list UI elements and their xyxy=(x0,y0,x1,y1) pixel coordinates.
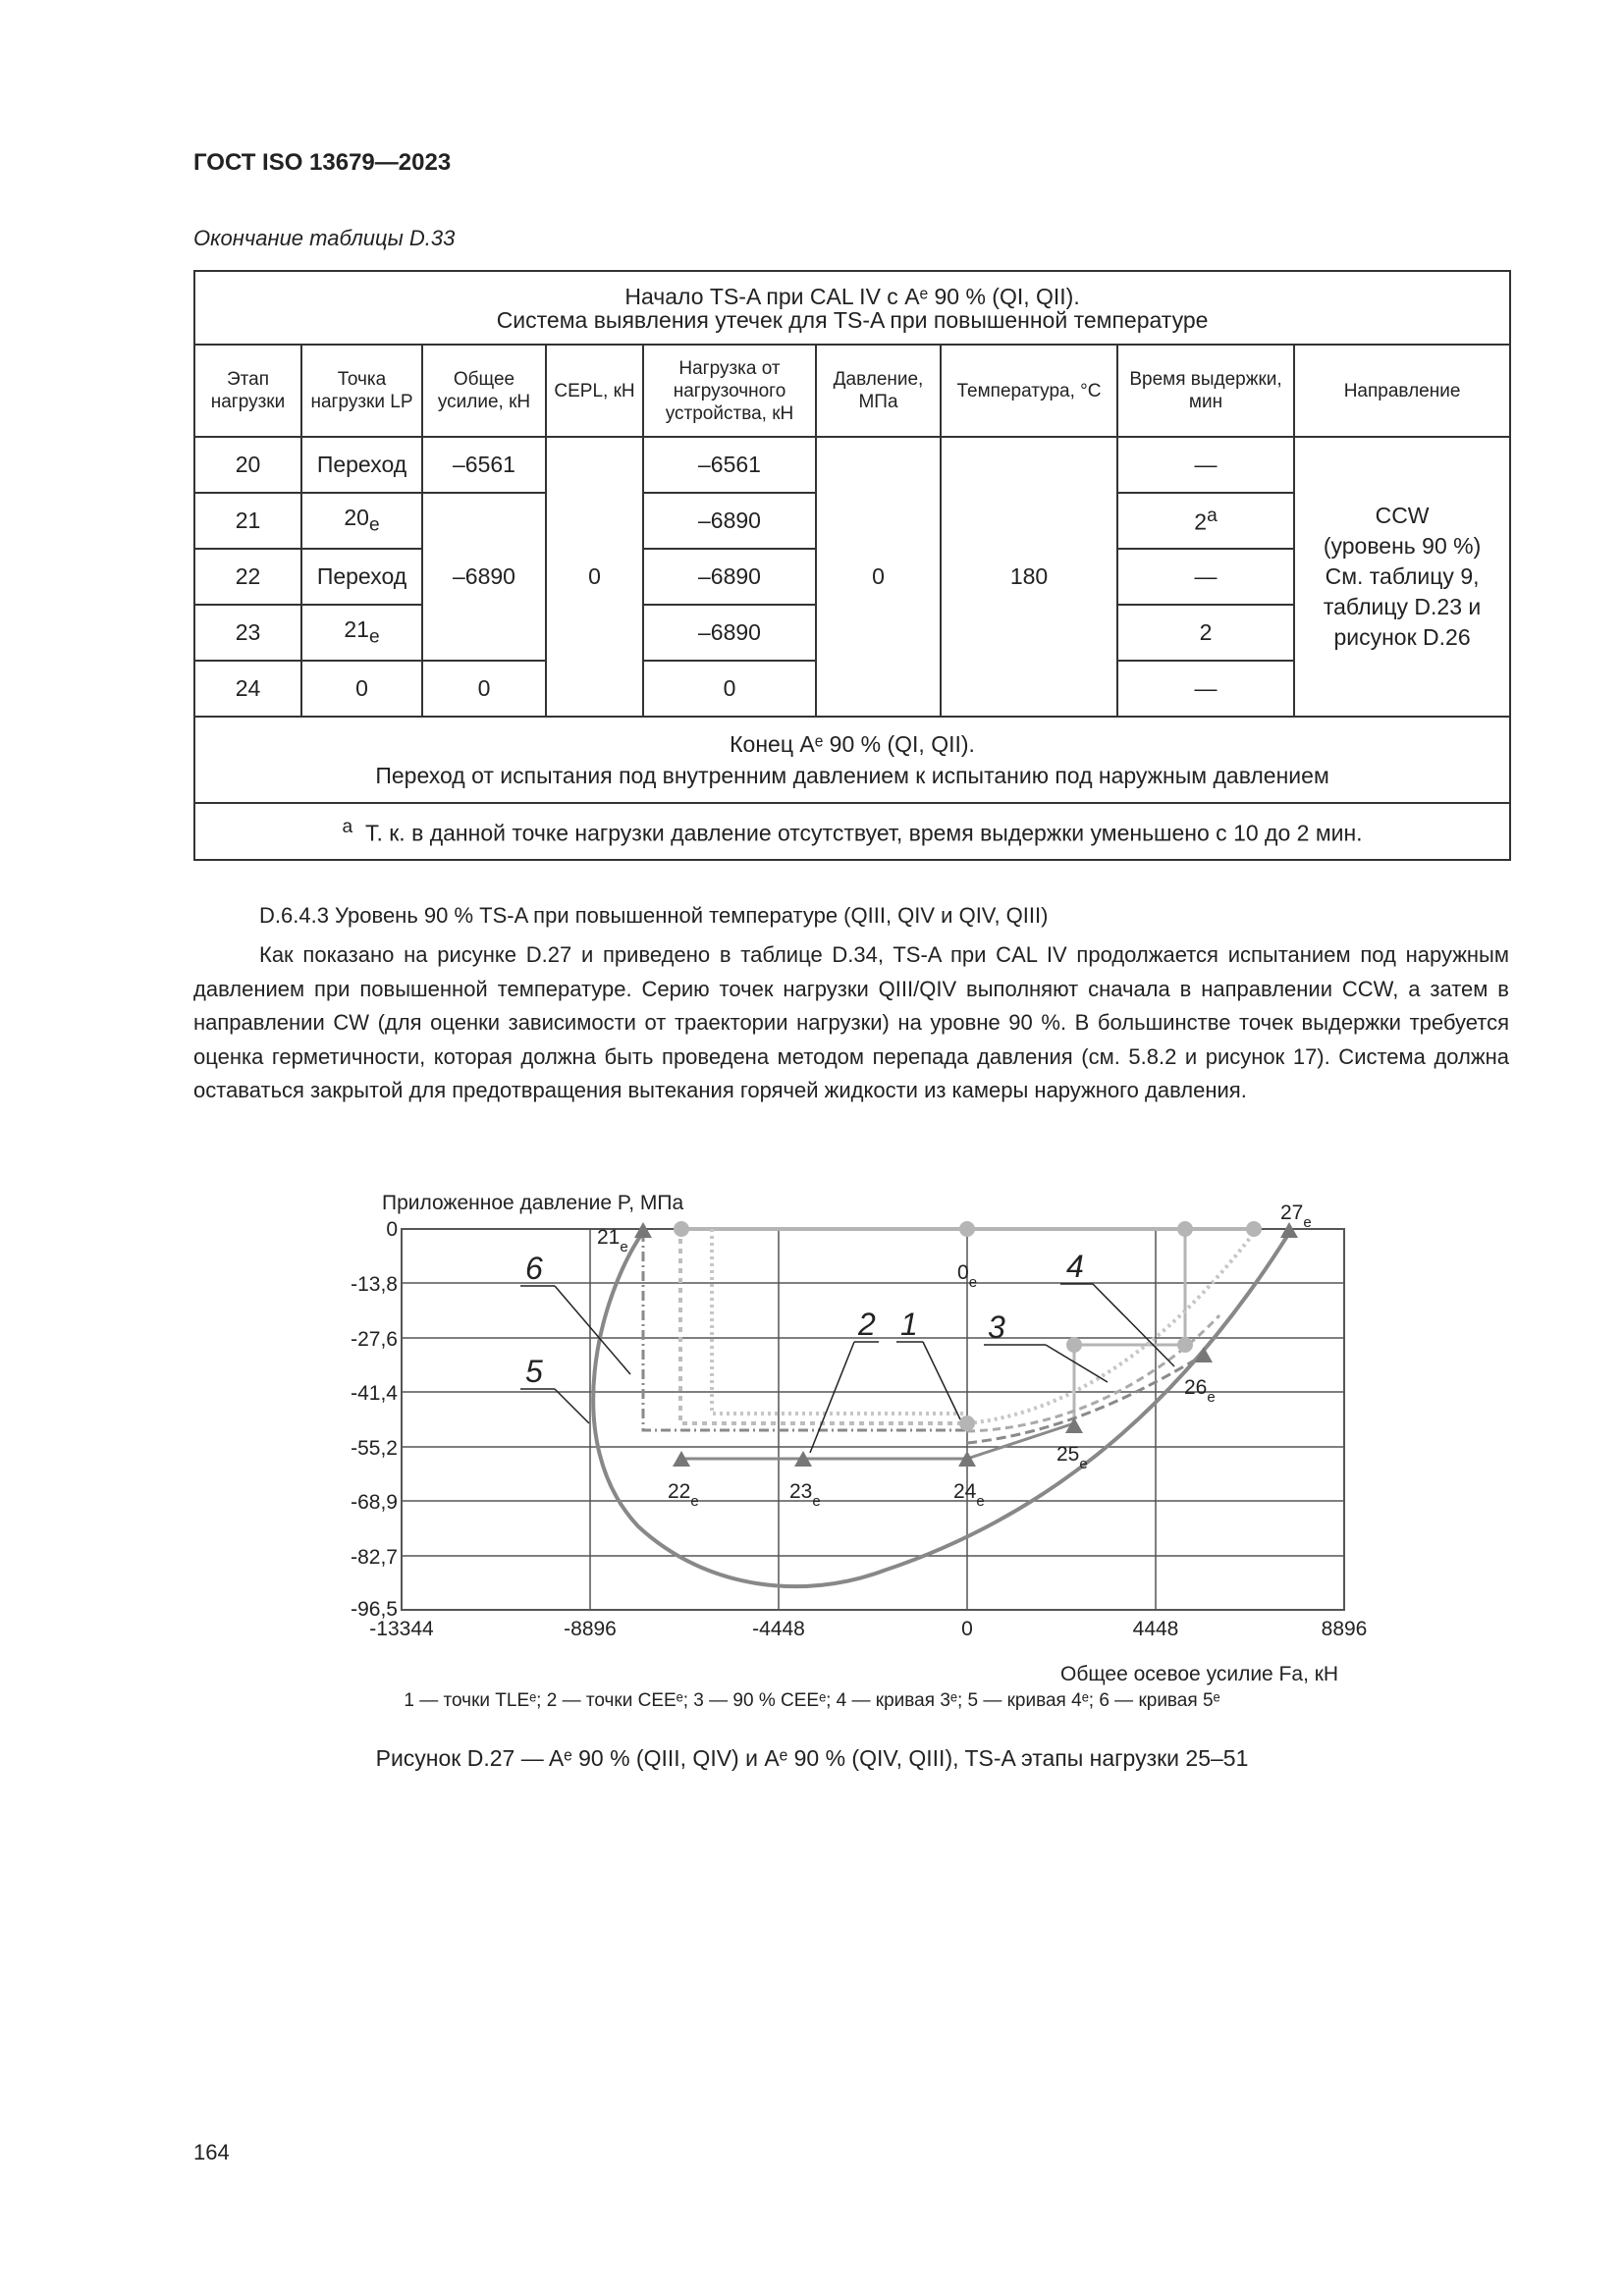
curve-number: 3 xyxy=(988,1309,1005,1345)
series-4-curve xyxy=(680,1229,967,1423)
series-6-curve xyxy=(643,1232,967,1430)
point-label: $22_е$ xyxy=(668,1480,699,1510)
y-tick: -82,7 xyxy=(351,1546,398,1569)
curve-number: 5 xyxy=(525,1354,543,1389)
cell-point: $21_е$ xyxy=(301,605,422,661)
cell-point: $20_е$ xyxy=(301,493,422,549)
x-tick: -8896 xyxy=(564,1618,617,1640)
cell-load: –6890 xyxy=(643,605,816,661)
page-number: 164 xyxy=(193,2140,230,2164)
y-tick-labels xyxy=(351,1218,398,1621)
point-label: $21_е$ xyxy=(597,1226,628,1255)
figure-caption: Рисунок D.27 — Aᵉ 90 % (QIII, QIV) и Aᵉ 90 % (QIV, QIII), TS-A этапы нагрузки 25–51 xyxy=(375,1745,1249,1771)
table-end-note: Конец Aᵉ 90 % (QI, QII). Переход от испытания под внутренним давлением к испытанию под наружным давлением xyxy=(194,717,1510,803)
document-header: ГОСТ ISO 13679—2023 xyxy=(193,149,452,176)
table-title-line2: Система выявления утечек для TS-A при повышенной температуре xyxy=(496,306,1209,333)
cell-point: 0 xyxy=(301,661,422,717)
curve-number: 4 xyxy=(1066,1249,1084,1284)
y-axis-label: Приложенное давление P, МПа xyxy=(382,1192,684,1214)
cell-point: Переход xyxy=(301,549,422,605)
y-tick: -68,9 xyxy=(351,1491,398,1514)
curve-number: 1 xyxy=(900,1307,918,1342)
tle-point xyxy=(1177,1221,1193,1237)
cell-force: –6561 xyxy=(422,437,546,493)
tle-point xyxy=(674,1221,689,1237)
cell-stage: 24 xyxy=(194,661,301,717)
cell-pressure: 0 xyxy=(816,437,941,717)
header-cepl: CEPL, кН xyxy=(546,345,643,437)
figure-legend: 1 — точки TLEᵉ; 2 — точки CEEᵉ; 3 — 90 % CEEᵉ; 4 — кривая 3ᵉ; 5 — кривая 4ᵉ; 6 — кривая 5ᵉ xyxy=(404,1690,1220,1711)
series-2-dashed-tail xyxy=(967,1355,1204,1443)
cell-stage: 20 xyxy=(194,437,301,493)
cell-load: –6561 xyxy=(643,437,816,493)
cell-hold: 2 xyxy=(1117,605,1294,661)
cell-load: 0 xyxy=(643,661,816,717)
table-title-line1: Начало TS-A при CAL IV с Aᵉ 90 % (QI, QII). xyxy=(624,283,1080,309)
header-pressure: Давление, МПа xyxy=(816,345,941,437)
x-axis-label: Общее осевое усилие Fa, кН xyxy=(1060,1663,1339,1685)
curve-numbers xyxy=(525,1249,1084,1389)
cell-stage: 22 xyxy=(194,549,301,605)
header-stage: Этап нагрузки xyxy=(194,345,301,437)
cell-point: Переход xyxy=(301,437,422,493)
point-label: $25_е$ xyxy=(1056,1443,1088,1472)
point-label: $0_е$ xyxy=(957,1261,978,1291)
cell-stage: 21 xyxy=(194,493,301,549)
point-label: $27_е$ xyxy=(1280,1201,1312,1231)
cell-force: 0 xyxy=(422,661,546,717)
x-tick: 8896 xyxy=(1321,1618,1368,1640)
y-tick: -41,4 xyxy=(351,1382,398,1405)
x-tick: -4448 xyxy=(752,1618,805,1640)
cell-direction: CCW (уровень 90 %) См. таблицу 9, таблицу D.23 и рисунок D.26 xyxy=(1294,437,1510,717)
cell-cepl: 0 xyxy=(546,437,643,717)
point-label: $26_е$ xyxy=(1184,1376,1216,1406)
curve-number: 6 xyxy=(525,1251,543,1286)
header-point: Точка нагрузки LP xyxy=(301,345,422,437)
y-tick: -96,5 xyxy=(351,1598,398,1621)
section-title: D.6.4.3 Уровень 90 % TS-A при повышенной температуре (QIII, QIV и QIV, QIII) xyxy=(259,903,1049,928)
section-paragraph: Как показано на рисунке D.27 и приведено в таблице D.34, TS-A при CAL IV продолжается испытанием под наружным давлением при повышенной температуре. Серию точек нагрузки QIII/QIV выполняют сначала в направлении CCW, а затем в направлении CW (для оценки зависимости от траектории нагрузки) на уровне 90 %. В большинстве точек выдержки требуется оценка герметичности, которая должна быть проведена методом перепада давления (см. 5.8.2 и рисунок 17). Система должна оставаться закрытой для предотвращения вытекания горячей жидкости из камеры наружного давления. xyxy=(193,942,1509,1102)
cell-load: –6890 xyxy=(643,549,816,605)
cell-load: –6890 xyxy=(643,493,816,549)
cell-hold: — xyxy=(1117,661,1294,717)
y-tick: -55,2 xyxy=(351,1437,398,1460)
cell-force: –6890 xyxy=(422,493,546,661)
cell-hold: — xyxy=(1117,549,1294,605)
tle-point xyxy=(1066,1337,1082,1353)
point-label: $23_е$ xyxy=(789,1480,821,1510)
x-tick: 4448 xyxy=(1132,1618,1179,1640)
header-force: Общее усилие, кН xyxy=(422,345,546,437)
cell-hold: — xyxy=(1117,437,1294,493)
tle-point xyxy=(959,1221,975,1237)
header-temperature: Температура, °С xyxy=(941,345,1117,437)
tle-point xyxy=(959,1415,975,1431)
tle-point xyxy=(1177,1337,1193,1353)
x-tick: 0 xyxy=(961,1618,973,1640)
table-footnote: $^a$ Т. к. в данной точке нагрузки давление отсутствует, время выдержки уменьшено с 10 до 2 мин. xyxy=(194,803,1510,860)
table-caption: Окончание таблицы D.33 xyxy=(193,226,456,250)
point-label: $24_е$ xyxy=(953,1480,985,1510)
header-direction: Направление xyxy=(1294,345,1510,437)
cell-stage: 23 xyxy=(194,605,301,661)
y-tick: -27,6 xyxy=(351,1328,398,1351)
series-3-curve xyxy=(712,1229,967,1414)
header-hold: Время выдержки, мин xyxy=(1117,345,1294,437)
tle-point xyxy=(1246,1221,1262,1237)
curve-number: 2 xyxy=(858,1307,876,1342)
cell-temperature: 180 xyxy=(941,437,1117,717)
y-tick: -13,8 xyxy=(351,1273,398,1296)
header-load: Нагрузка от нагрузочного устройства, кН xyxy=(643,345,816,437)
cell-hold: 2$^a$ xyxy=(1117,493,1294,549)
x-tick: -13344 xyxy=(369,1618,434,1640)
y-tick: 0 xyxy=(386,1218,398,1241)
series-2-cee-points xyxy=(681,1423,1074,1459)
x-tick-labels xyxy=(369,1618,1367,1640)
